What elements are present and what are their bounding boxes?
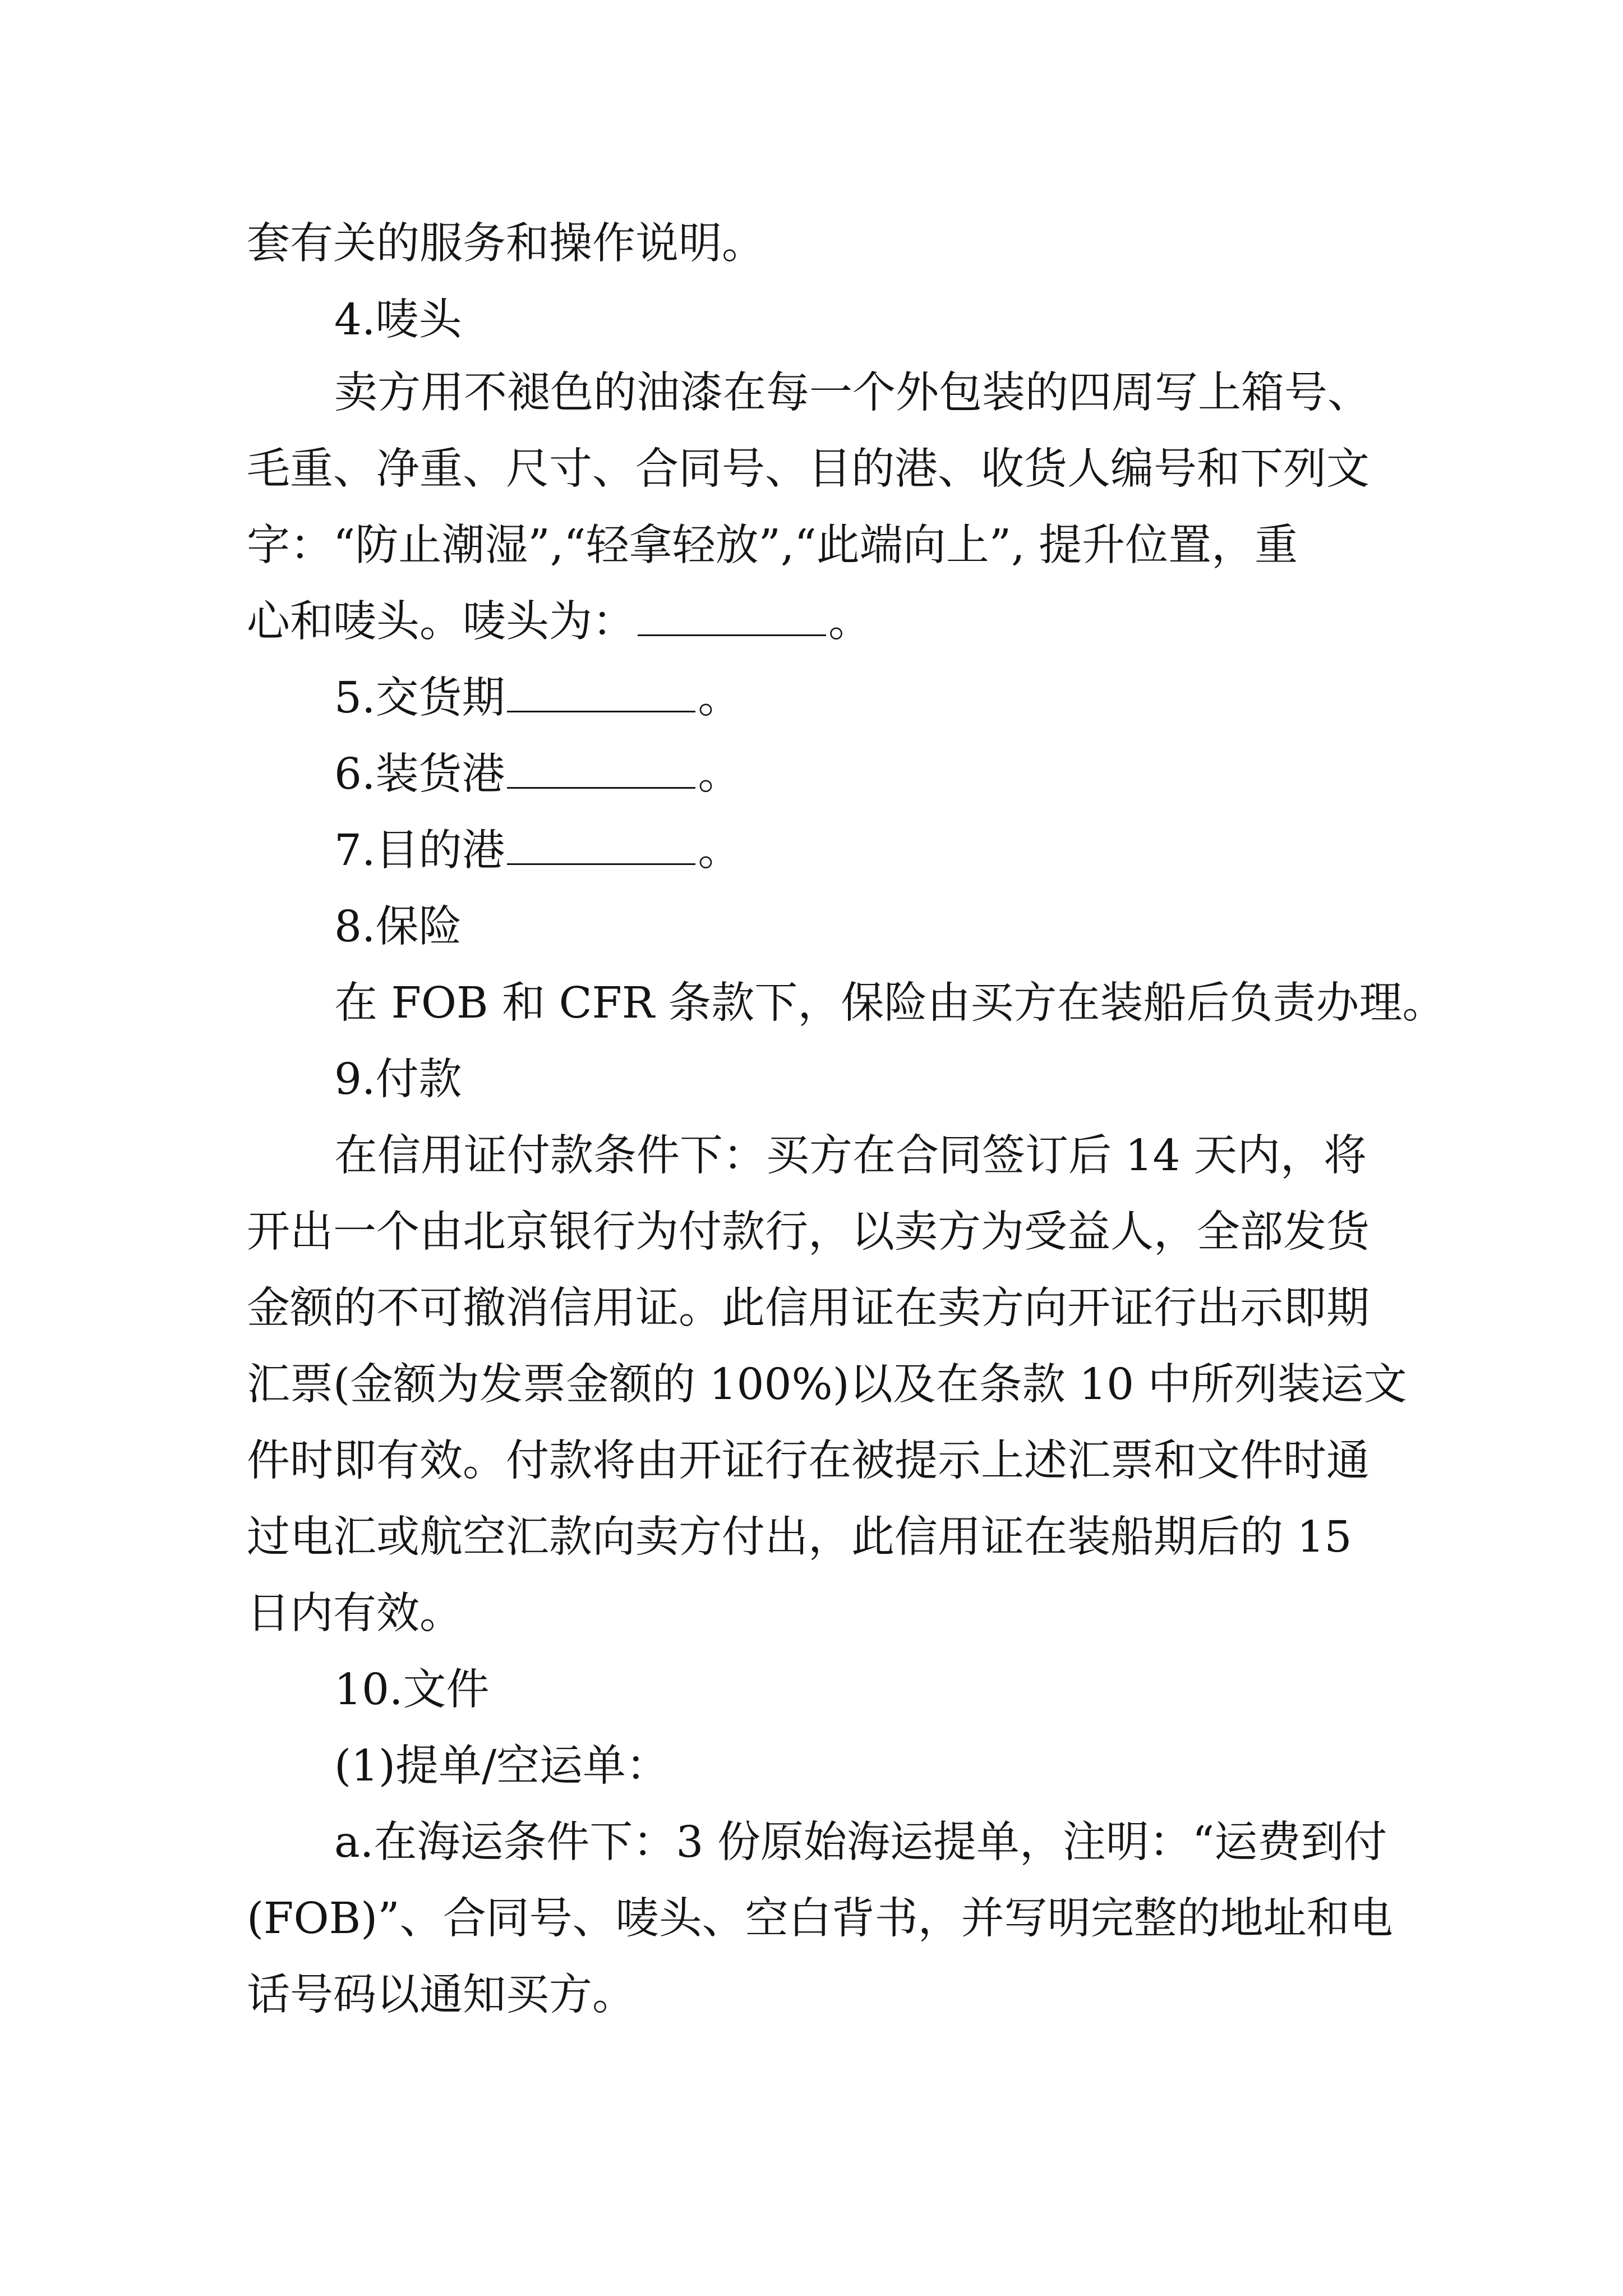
delivery-period-label: 5.交货期: [334, 673, 505, 723]
paragraph-line: 卖方用不褪色的油漆在每一个外包装的四周写上箱号、: [334, 368, 1371, 418]
section-4-heading: 4.唛头: [334, 295, 462, 345]
shipping-mark-blank: [638, 600, 826, 636]
paragraph-line: 金额的不可撤消信用证。此信用证在卖方向开证行出示即期: [247, 1283, 1370, 1333]
paragraph-line: (FOB)”、合同号、唛头、空白背书，并写明完整的地址和电: [247, 1894, 1393, 1944]
paragraph-line: 话号码以通知买方。: [247, 1970, 635, 2020]
shipping-mark-line: [247, 597, 872, 647]
subsection-heading: (1)提单/空运单：: [334, 1741, 670, 1791]
loading-port-period: 。: [698, 749, 741, 799]
delivery-period-period: 。: [698, 673, 741, 723]
paragraph-line: 件时即有效。付款将由开证行在被提示上述汇票和文件时通: [247, 1436, 1370, 1486]
shipping-mark-period: 。: [828, 597, 872, 647]
paragraph-line: 毛重、净重、尺寸、合同号、目的港、收货人编号和下列文: [247, 444, 1370, 494]
paragraph-line: 在 FOB 和 CFR 条款下，保险由买方在装船后负责办理。: [334, 978, 1446, 1028]
section-10-heading: 10.文件: [334, 1665, 490, 1715]
paragraph-line: 套有关的服务和操作说明。: [247, 219, 765, 269]
paragraph-line: 汇票(金额为发票金额的 100%)以及在条款 10 中所列装运文: [247, 1360, 1407, 1410]
paragraph-line: 日内有效。: [247, 1589, 463, 1639]
loading-port-label: 6.装货港: [334, 749, 505, 799]
destination-port-label: 7.目的港: [334, 826, 505, 876]
destination-port-period: 。: [698, 826, 741, 876]
paragraph-line: 过电汇或航空汇款向卖方付出，此信用证在装船期后的 15: [247, 1512, 1352, 1562]
section-9-heading: 9.付款: [334, 1055, 462, 1105]
paragraph-line: a.在海运条件下：3 份原始海运提单，注明：“运费到付: [334, 1818, 1387, 1867]
section-8-heading: 8.保险: [334, 902, 462, 952]
loading-port-line: [334, 749, 741, 800]
loading-port-blank: [507, 752, 695, 789]
delivery-period-line: [334, 673, 741, 724]
paragraph-line: 字：“防止潮湿”,“轻拿轻放”,“此端向上”, 提升位置，重: [247, 521, 1298, 570]
shipping-mark-label: 心和唛头。唛头为：: [247, 597, 635, 647]
paragraph-line: 在信用证付款条件下：买方在合同签订后 14 天内，将: [334, 1131, 1367, 1181]
destination-port-blank: [507, 829, 695, 865]
destination-port-line: [334, 826, 741, 876]
delivery-period-blank: [507, 676, 695, 712]
paragraph-line: 开出一个由北京银行为付款行，以卖方为受益人，全部发货: [247, 1207, 1370, 1257]
